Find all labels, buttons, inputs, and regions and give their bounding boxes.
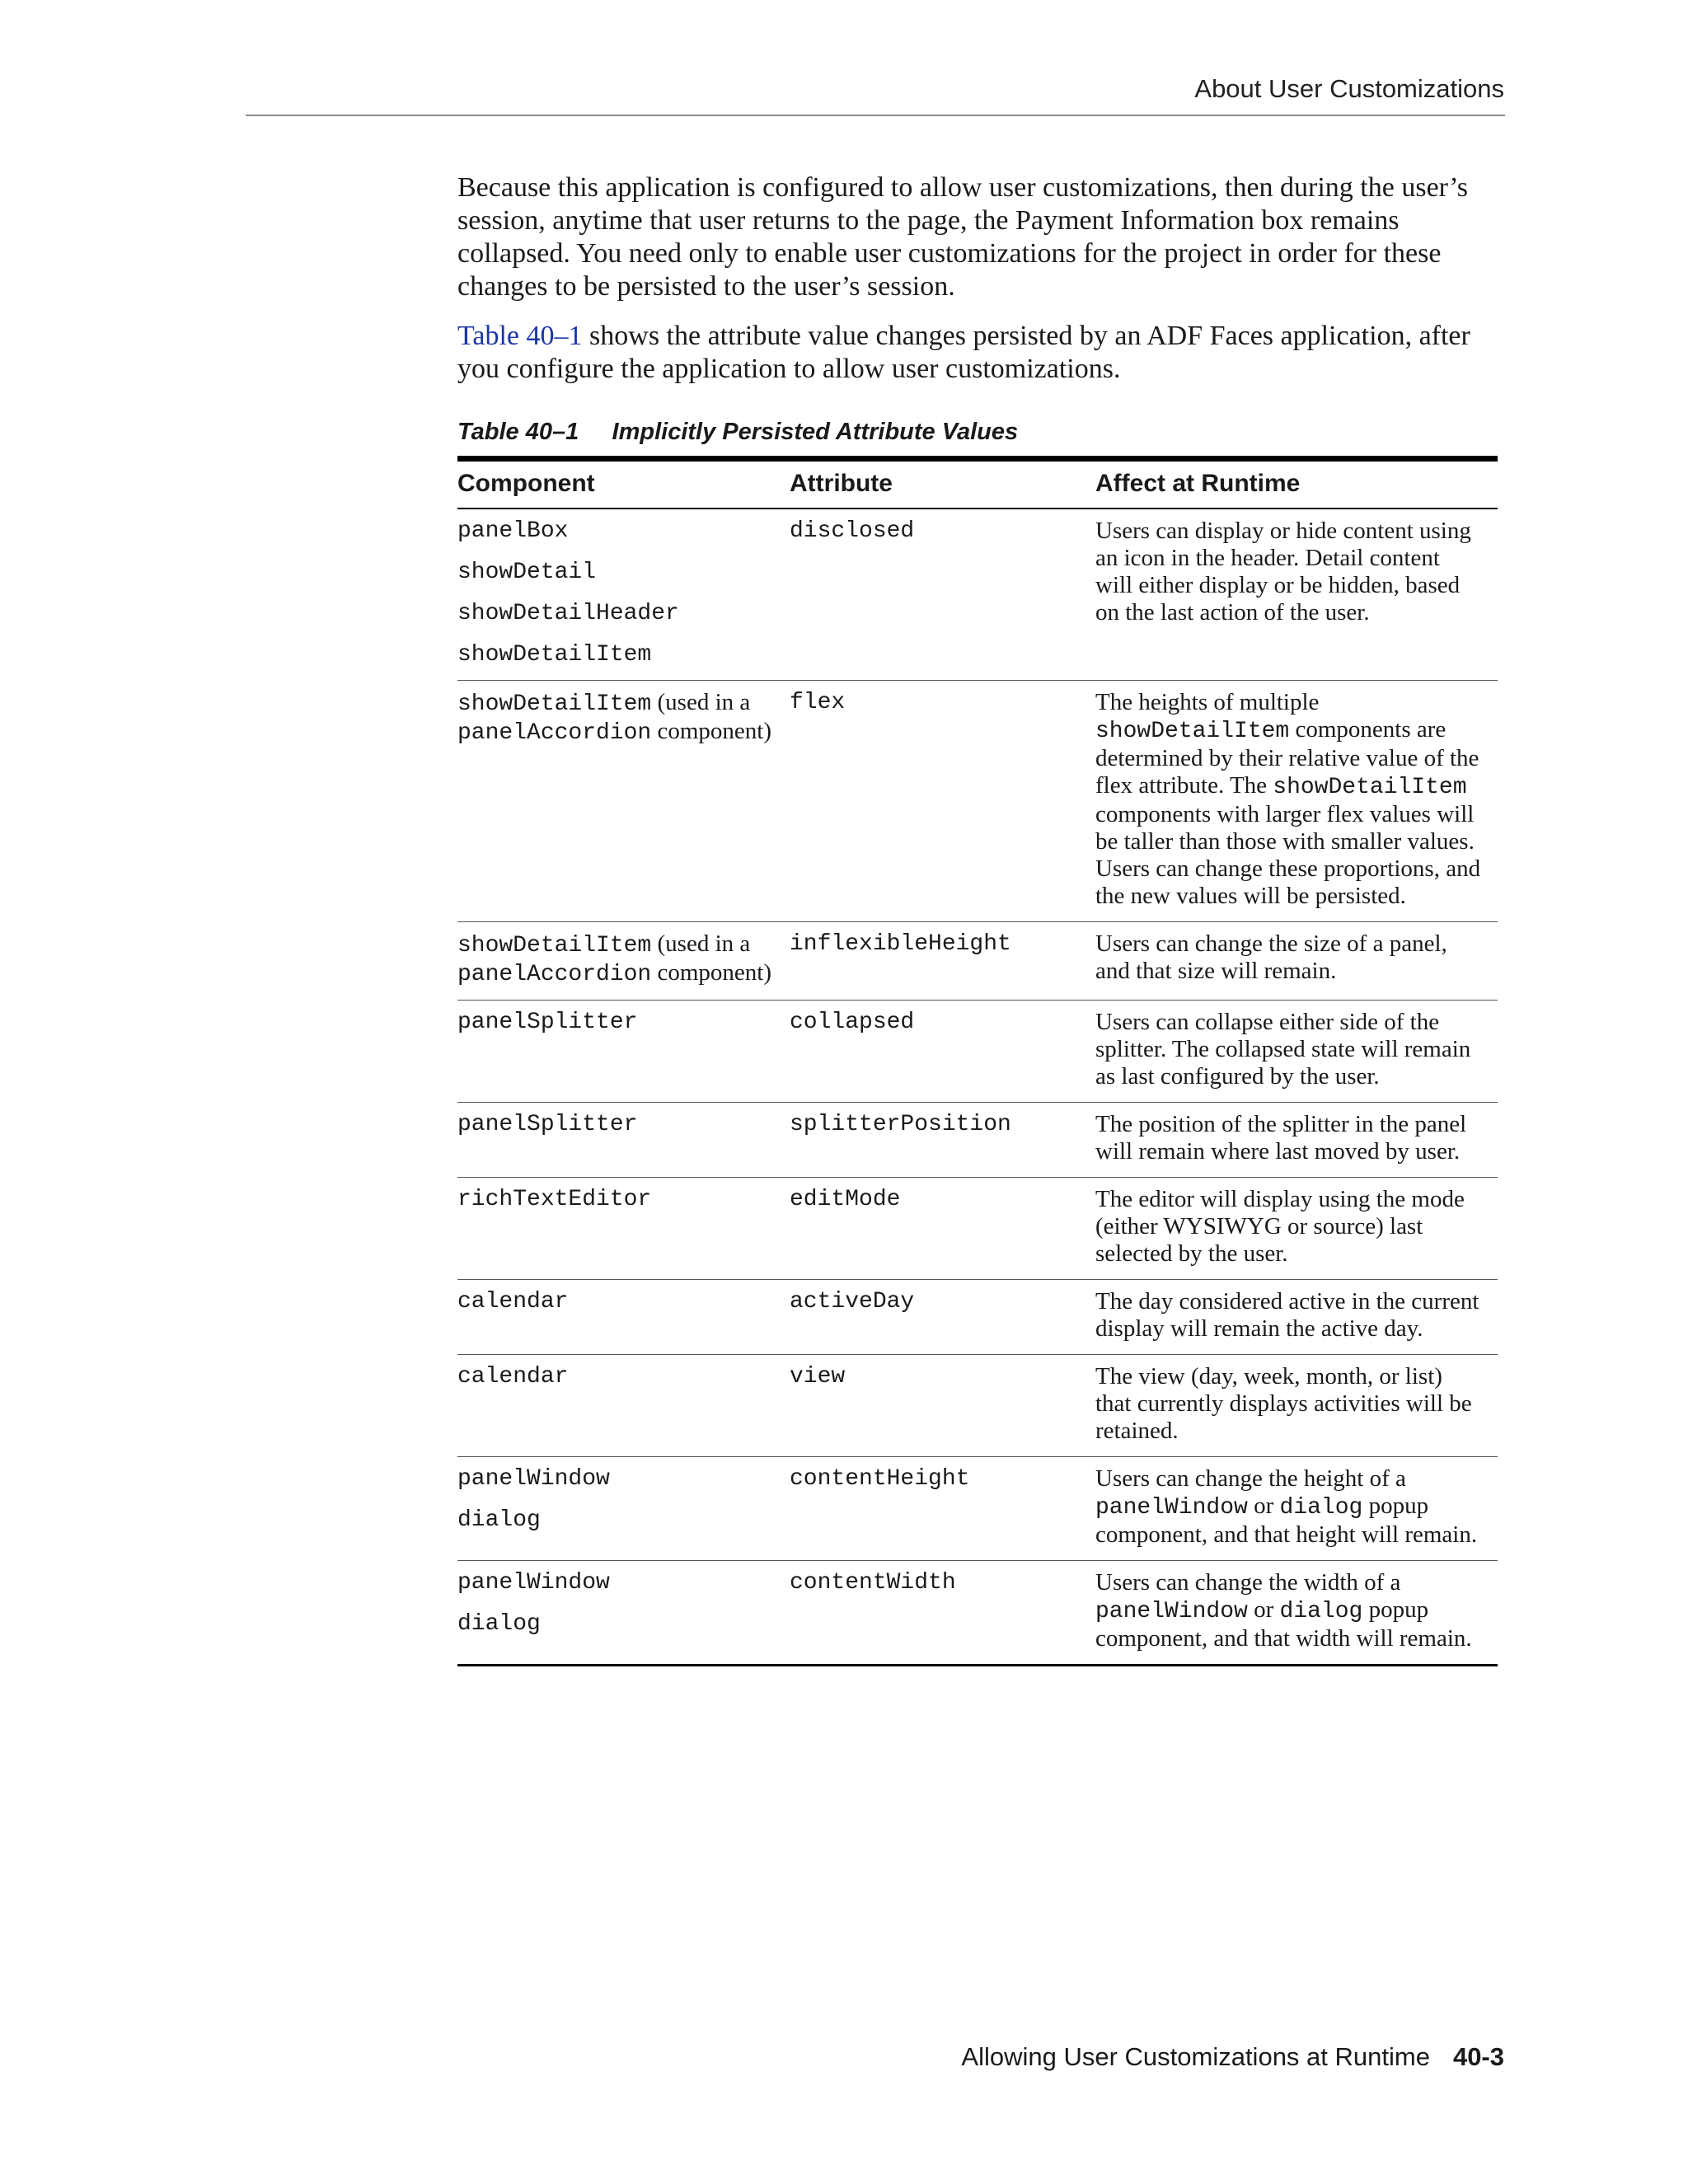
column-header-affect: Affect at Runtime — [1095, 459, 1498, 509]
component-note: (used in a — [651, 689, 751, 715]
affect-cell — [1095, 1001, 1498, 1103]
affect-text: popup component, and that height will remain. — [1095, 1493, 1478, 1548]
attribute-cell: view — [790, 1355, 1095, 1457]
inline-code: dialog — [1279, 1495, 1363, 1521]
attribute-cell: flex — [790, 681, 1095, 922]
affect-text: Users can collapse either side of the splitter. The collapsed state will remain as last configured by the user. — [1095, 1009, 1471, 1090]
table-row — [457, 681, 1498, 922]
attribute-cell: contentHeight — [790, 1457, 1095, 1561]
component-name: panelSplitter — [457, 1112, 638, 1137]
affect-cell — [1095, 1457, 1498, 1561]
attribute-cell: disclosed — [790, 509, 1095, 681]
component-name: panelAccordion — [457, 962, 652, 987]
affect-cell — [1095, 681, 1498, 922]
table-cross-reference-link[interactable]: Table 40–1 — [457, 321, 583, 351]
component-cell — [457, 1103, 790, 1178]
footer-chapter-title: Allowing User Customizations at Runtime — [961, 2042, 1430, 2071]
attribute-cell: splitterPosition — [790, 1103, 1095, 1178]
affect-cell — [1095, 922, 1498, 1001]
component-name: panelSplitter — [457, 1010, 638, 1035]
affect-text: Users can change the size of a panel, and that size will remain. — [1095, 930, 1447, 984]
affect-text: The editor will display using the mode (either WYSIWYG or source) last selected by the user. — [1095, 1186, 1465, 1267]
component-name: calendar — [457, 1289, 569, 1315]
component-cell — [457, 1001, 790, 1103]
component-cell — [457, 922, 790, 1001]
table-row — [457, 1103, 1498, 1178]
table-reference-paragraph — [457, 320, 1504, 386]
affect-text: components are determined by their relative value of the flex attribute. The — [1095, 716, 1479, 799]
affect-text: Users can change the height of a — [1095, 1465, 1406, 1492]
attribute-values-table — [457, 456, 1498, 1666]
component-cell — [457, 509, 790, 681]
attribute-cell: activeDay — [790, 1280, 1095, 1355]
header-rule — [246, 115, 1505, 116]
affect-text: The view (day, week, month, or list) that currently displays activities will be retained. — [1095, 1363, 1472, 1444]
affect-cell — [1095, 509, 1498, 681]
affect-text: components with larger flex values will be taller than those with smaller values. Users can change these proportions, and the new values will be persisted. — [1095, 801, 1481, 909]
component-name: panelWindow — [457, 1570, 610, 1596]
inline-code: panelWindow — [1095, 1599, 1248, 1624]
table-row — [457, 1561, 1498, 1666]
component-name: richTextEditor — [457, 1187, 652, 1212]
component-name: dialog — [457, 1507, 541, 1533]
component-cell — [457, 1178, 790, 1280]
affect-text: The position of the splitter in the panel will remain where last moved by user. — [1095, 1111, 1467, 1165]
column-header-component: Component — [457, 459, 790, 509]
component-cell — [457, 1457, 790, 1561]
table-row — [457, 1001, 1498, 1103]
table-row — [457, 922, 1498, 1001]
affect-cell — [1095, 1103, 1498, 1178]
table-row — [457, 1457, 1498, 1561]
affect-cell — [1095, 1280, 1498, 1355]
intro-paragraph: Because this application is configured to allow user customizations, then during the user’s session, anytime that user returns to the page, the Payment Information box remains collapsed. You need only to enable user customizations for the project in order for these changes to be persisted to the user’s session. — [457, 172, 1468, 302]
table-row — [457, 1355, 1498, 1457]
running-head: About User Customizations — [1194, 74, 1504, 103]
attribute-cell: editMode — [790, 1178, 1095, 1280]
inline-code: showDetailItem — [1273, 775, 1467, 800]
table-row — [457, 509, 1498, 681]
component-name: panelWindow — [457, 1466, 610, 1492]
attribute-cell: collapsed — [790, 1001, 1095, 1103]
affect-text: Users can display or hide content using an icon in the header. Detail content will either display or be hidden, based on the last action of the user. — [1095, 518, 1471, 626]
component-cell — [457, 1280, 790, 1355]
affect-text: or — [1247, 1493, 1280, 1519]
table-caption-title: Implicitly Persisted Attribute Values — [612, 419, 1019, 445]
component-note: component) — [651, 959, 772, 986]
column-header-attribute: Attribute — [790, 459, 1095, 509]
page-footer — [0, 2042, 1504, 2072]
component-name: showDetail — [457, 560, 597, 585]
affect-text: The day considered active in the current display will remain the active day. — [1095, 1288, 1479, 1342]
affect-text: The heights of multiple — [1095, 689, 1320, 715]
affect-cell — [1095, 1561, 1498, 1666]
component-name: showDetailItem — [457, 691, 652, 717]
table-body — [457, 509, 1498, 1666]
affect-cell — [1095, 1355, 1498, 1457]
inline-code: panelWindow — [1095, 1495, 1248, 1521]
component-note: component) — [651, 718, 772, 744]
affect-text: Users can change the width of a — [1095, 1569, 1401, 1596]
component-cell — [457, 1355, 790, 1457]
attribute-cell: contentWidth — [790, 1561, 1095, 1666]
table-row — [457, 1280, 1498, 1355]
inline-code: showDetailItem — [1095, 719, 1290, 744]
attribute-cell: inflexibleHeight — [790, 922, 1095, 1001]
table-row — [457, 1178, 1498, 1280]
component-cell — [457, 681, 790, 922]
component-name: showDetailItem — [457, 933, 652, 958]
component-name: showDetailItem — [457, 642, 652, 668]
component-cell — [457, 1561, 790, 1666]
component-name: calendar — [457, 1364, 569, 1390]
table-reference-text: shows the attribute value changes persisted by an ADF Faces application, after you configure the application to allow user customizations. — [457, 321, 1470, 384]
component-name: panelBox — [457, 518, 569, 544]
page-body — [457, 171, 1504, 1666]
affect-text: popup component, and that width will remain. — [1095, 1596, 1472, 1652]
table-caption — [457, 419, 1504, 446]
component-name: panelAccordion — [457, 720, 652, 746]
component-name: dialog — [457, 1611, 541, 1637]
component-note: (used in a — [651, 930, 751, 957]
table-header-row — [457, 459, 1498, 509]
table-caption-number: Table 40–1 — [457, 419, 579, 445]
component-name: showDetailHeader — [457, 601, 679, 626]
page-number: 40-3 — [1452, 2042, 1504, 2071]
inline-code: dialog — [1279, 1599, 1363, 1624]
affect-text: or — [1247, 1596, 1280, 1623]
affect-cell — [1095, 1178, 1498, 1280]
